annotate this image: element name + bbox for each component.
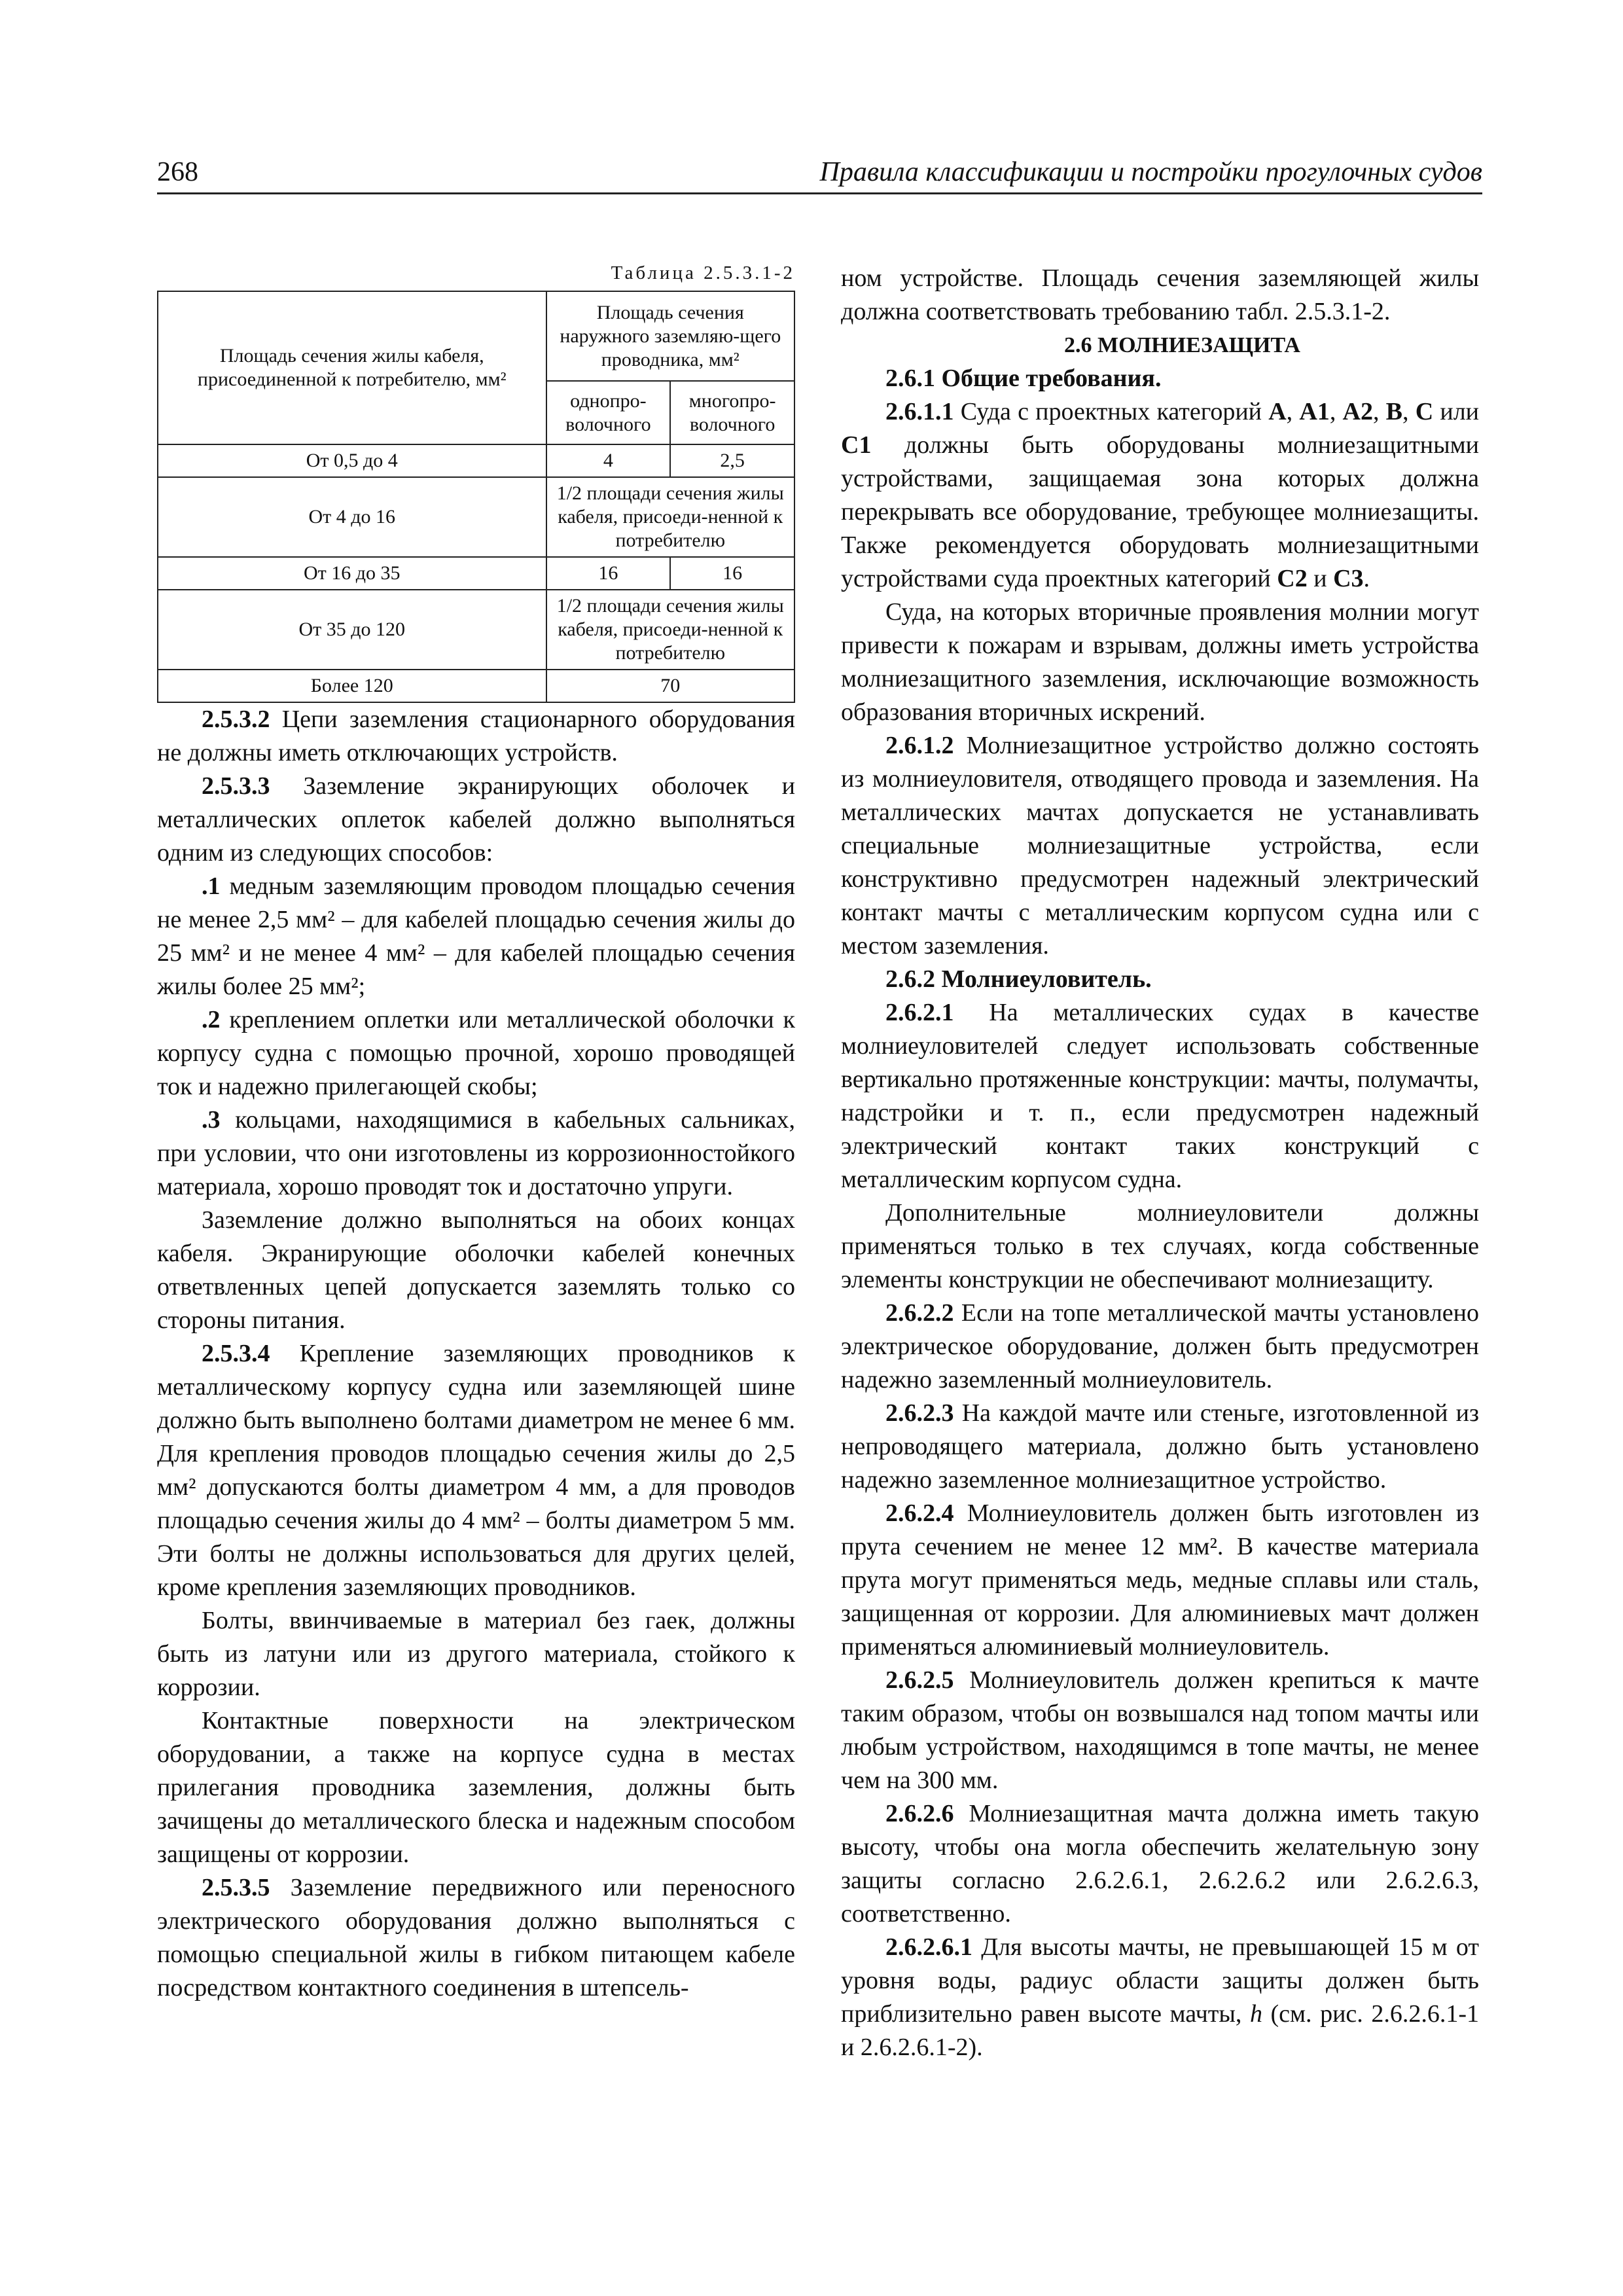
variable-h: h [1249,2000,1262,2028]
table-cell-range: От 16 до 35 [158,557,546,590]
separator: , [1286,398,1300,425]
table-row [158,590,794,670]
clause-text: Для высоты мачты, не превышающей 15 м от уровня воды, радиус области защиты должен быть приблизительно равен высоте мачты, [841,1933,1479,2028]
paragraph-bolts: Болты, ввинчиваемые в материал без гаек, должны быть из латуни или из другого материала, стойкого к коррозии. [157,1607,795,1701]
paragraph-contact-surfaces: Контактные поверхности на электрическом оборудовании, а также на корпусе судна в местах прилегания проводника заземления, должны быть зачищены до металлического блеска и надежным способом защищены от коррозии. [157,1707,795,1868]
table-row [158,670,794,702]
clause-text: На металлических судах в качестве молниеуловителей следует использовать собственные вертикально протяженные конструкции: мачты, полумачты, надстройки и т. п., если предусмотрен надежный электрический контакт таких конструкций с металлическим корпусом судна. [841,999,1479,1193]
clause-text: Если на топе металлической мачты установлено электрическое оборудование, должен быть предусмотрен надежно заземленный молниеуловитель. [841,1299,1479,1393]
category-a: A [1268,398,1287,425]
clause-number: 2.5.3.2 [202,706,270,733]
clause-text: Суда с проектных категорий [954,398,1269,425]
grounding-table [157,291,795,703]
clause-text: Крепление заземляющих проводников к металлическому корпусу судна или заземляющей шине должно быть выполнено болтами диаметром не менее 6 мм. Для крепления проводов площадью сечения жилы до 2,5 мм² допускаются болты диаметром 4 мм, а для проводов площадью сечения жилы до 4 мм² – болты диаметром 5 мм. Эти болты не должны использоваться для других целей, кроме крепления заземляющих проводников. [157,1340,795,1601]
clause-text: Заземление передвижного или переносного электрического оборудования должно выполняться с помощью специальной жилы в гибком питающем кабеле посредством контактного соединения в штепсель- [157,1874,795,2001]
table-cell-merged: 1/2 площади сечения жилы кабеля, присоеди-ненной к потребителю [546,477,794,557]
clause-text: должны быть оборудованы молниезащитными устройствами, защищаемая зона которых должна перекрывать все оборудование, требующее молниезащиты. Также рекомендуется оборудовать молниезащитными устройствами суда проектных категорий [841,431,1479,592]
clause-text: На каждой мачте или стеньге, изготовленной из непроводящего материала, должно быть установлено надежно заземленное молниезащитное устройство. [841,1399,1479,1494]
paragraph-2-6-2-5 [841,1664,1479,1797]
clause-number: 2.6.2.3 [885,1399,954,1427]
table-subheader-single-wire: однопро-волочного [546,381,671,444]
item-text: медным заземляющим проводом площадью сечения не менее 2,5 мм² – для кабелей площадью сечения жилы до 25 мм² и не менее 4 мм² – для кабелей площадью сечения жилы более 25 мм²; [157,872,795,1000]
table-row [158,557,794,590]
clause-number: 2.5.3.4 [202,1340,270,1367]
clause-text: Молниезащитная мачта должна иметь такую высоту, чтобы она могла обеспечить желательную зону защиты согласно 2.6.2.6.1, 2.6.2.6.2 или 2.6.2.6.3, соответственно. [841,1800,1479,1928]
paragraph-2-6-1-2 [841,729,1479,963]
table-cell-range: От 0,5 до 4 [158,444,546,477]
clause-text: или [1433,398,1480,425]
paragraph-2-5-3-5 [157,1871,795,2005]
category-b: B [1385,398,1403,425]
paragraph-continuation: ном устройстве. Площадь сечения заземляющей жилы должна соответствовать требованию табл. 2.5.3.1-2. [841,264,1479,325]
clause-number: 2.5.3.3 [202,772,270,800]
clause-number: 2.6.2.2 [885,1299,954,1327]
separator: , [1329,398,1343,425]
paragraph-grounding-ends: Заземление должно выполняться на обоих концах кабеля. Экранирующие оболочки кабелей конечных ответвленных цепей допускается заземлять только со стороны питания. [157,1206,795,1334]
section-title: 2.6 МОЛНИЕЗАЩИТА [1064,333,1300,357]
category-c: C [1415,398,1434,425]
page-number: 268 [157,157,198,187]
item-number: .2 [202,1006,221,1033]
clause-text: Молниеуловитель должен крепиться к мачте таким образом, чтобы он возвышался над топом мачты или любым устройством, находящимся в топе мачты, не менее чем на 300 мм. [841,1666,1479,1794]
separator: , [1402,398,1416,425]
category-c2: C2 [1277,565,1308,592]
table-cell-multi: 2,5 [670,444,794,477]
clause-text: Молниезащитное устройство должно состоять из молниеуловителя, отводящего провода и заземления. На металлических мачтах допускается не устанавливать специальные молниезащитные устройства, если конструктивно предусмотрен надежный электрический контакт мачты с металлическим корпусом судна или с местом заземления. [841,732,1479,960]
clause-text: (см. рис. 2.6.2.6.1-1 и 2.6.2.6.1-2). [841,2000,1479,2061]
clause-number: 2.6.2.4 [885,1499,954,1527]
clause-text: и [1307,565,1334,592]
paragraph-2-6-2-4 [841,1497,1479,1664]
table-cell-single: 4 [546,444,671,477]
table-cell-merged: 1/2 площади сечения жилы кабеля, присоеди-ненной к потребителю [546,590,794,670]
list-item-1 [157,870,795,1003]
clause-text: Цепи заземления стационарного оборудования не должны иметь отключающих устройств. [157,706,795,766]
clause-number: 2.6.2.6.1 [885,1933,972,1961]
clause-number: 2.6.2.5 [885,1666,954,1694]
clause-number: 2.5.3.5 [202,1874,270,1901]
paragraph-2-6-2-6 [841,1797,1479,1931]
clause-number: 2.6.2.1 [885,999,954,1026]
paragraph-2-5-3-4 [157,1337,795,1604]
table-cell-single: 16 [546,557,671,590]
paragraph-additional-rods: Дополнительные молниеуловители должны применяться только в тех случаях, когда собственные элементы конструкции не обеспечивают молниезащиту. [841,1199,1479,1293]
paragraph-2-5-3-2 [157,703,795,770]
paragraph-2-6-2-6-1 [841,1931,1479,2064]
subsection-heading-2-6-1: 2.6.1 Общие требования. [885,365,1162,392]
clause-text: Заземление экранирующих оболочек и металлических оплеток кабелей должно выполняться одним из следующих способов: [157,772,795,867]
page-header [157,156,1482,194]
category-a2: A2 [1342,398,1373,425]
paragraph-2-6-2-1 [841,996,1479,1196]
category-a1: A1 [1299,398,1330,425]
table-cell-multi: 16 [670,557,794,590]
left-column [157,262,795,2005]
table-cell-range: От 35 до 120 [158,590,546,670]
table-cell-range: От 4 до 16 [158,477,546,557]
item-number: .1 [202,872,221,900]
separator: , [1372,398,1386,425]
clause-text: . [1363,565,1370,592]
table-row [158,477,794,557]
paragraph-secondary-effects: Суда, на которых вторичные проявления молнии могут привести к пожарам и взрывам, должны иметь устройства молниезащитного заземления, исключающие возможность образования вторичных искрений. [841,598,1479,726]
list-item-2 [157,1003,795,1103]
paragraph-2-6-2-3 [841,1397,1479,1497]
paragraph-2-5-3-3 [157,770,795,870]
table-cell-range: Более 120 [158,670,546,702]
clause-text: Молниеуловитель должен быть изготовлен из прута сечением не менее 12 мм². В качестве материала прута могут применяться медь, медные сплавы или сталь, защищенная от коррозии. Для алюминиевых мачт должен применяться алюминиевый молниеуловитель. [841,1499,1479,1660]
clause-number: 2.6.2.6 [885,1800,954,1827]
clause-number: 2.6.1.2 [885,732,954,759]
list-item-3 [157,1103,795,1204]
subsection-heading-2-6-2: 2.6.2 Молниеуловитель. [885,965,1152,993]
paragraph-2-6-2-2 [841,1297,1479,1397]
item-text: креплением оплетки или металлической оболочки к корпусу судна с помощью прочной, хорошо проводящей ток и надежно прилегающей скобы; [157,1006,795,1100]
table-row [158,444,794,477]
table-header-conductor-section: Площадь сечения наружного заземляю-щего проводника, мм² [546,291,794,381]
running-title: Правила классификации и постройки прогулочных судов [819,157,1482,187]
clause-number: 2.6.1.1 [885,398,954,425]
table-subheader-multi-wire: многопро-волочного [670,381,794,444]
item-number: .3 [202,1106,221,1134]
category-c1: C1 [841,431,872,459]
category-c3: C3 [1333,565,1364,592]
table-header-cable-section: Площадь сечения жилы кабеля, присоединенной к потребителю, мм² [158,291,546,444]
paragraph-2-6-1-1 [841,395,1479,596]
right-column [841,262,1479,2064]
table-cell-merged: 70 [546,670,794,702]
item-text: кольцами, находящимися в кабельных сальниках, при условии, что они изготовлены из коррозионностойкого материала, хорошо проводят ток и достаточно упруги. [157,1106,795,1200]
table-caption: Таблица 2.5.3.1-2 [611,262,795,283]
